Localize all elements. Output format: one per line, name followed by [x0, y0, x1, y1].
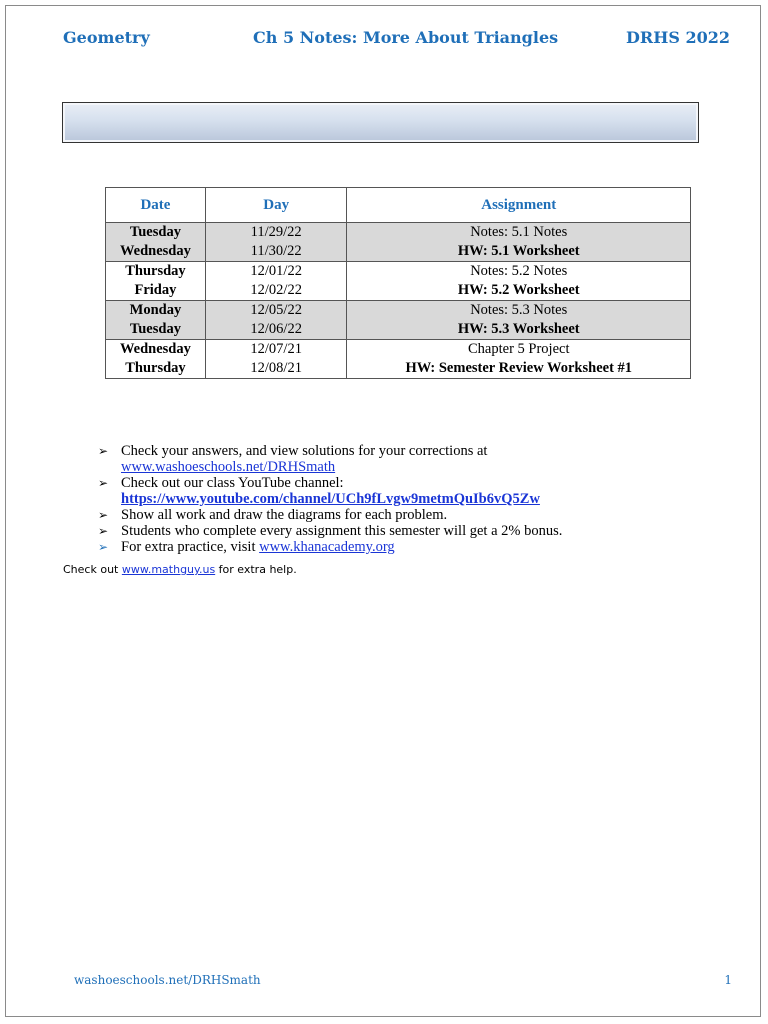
footer-website: washoeschools.net/DRHSmath — [74, 973, 261, 987]
link-mathguy[interactable]: www.mathguy.us — [121, 563, 216, 576]
cell-assignment: HW: Semester Review Worksheet #1 — [347, 359, 691, 379]
cell-assignment: HW: 5.2 Worksheet — [347, 281, 691, 301]
link-khanacademy[interactable]: www.khanacademy.org — [259, 539, 395, 555]
table-row — [106, 223, 691, 243]
page-footer — [74, 973, 732, 987]
bullet-text-bonus: Students who complete every assignment this semester will get a 2% bonus. — [121, 523, 563, 539]
cell-date: 12/06/22 — [205, 320, 347, 340]
table-row — [106, 281, 691, 301]
cell-assignment: HW: 5.3 Worksheet — [347, 320, 691, 340]
table-row — [106, 340, 691, 360]
cell-assignment: HW: 5.1 Worksheet — [347, 242, 691, 262]
cell-date: 11/29/22 — [205, 223, 347, 243]
bullet-text-youtube: Check out our class YouTube channel: — [121, 475, 344, 491]
arrow-bullet-icon: ➢ — [98, 444, 109, 458]
cell-day: Monday — [106, 301, 206, 321]
list-item — [98, 507, 738, 523]
list-item — [98, 475, 738, 507]
link-washoeschools[interactable]: www.washoeschools.net/DRHSmath — [121, 459, 336, 475]
cell-date: 12/07/21 — [205, 340, 347, 360]
arrow-bullet-icon: ➢ — [98, 476, 109, 490]
arrow-bullet-icon: ➢ — [98, 540, 109, 554]
cell-assignment: Notes: 5.2 Notes — [347, 262, 691, 282]
extra-help-suffix: for extra help. — [215, 563, 297, 576]
bullet-list — [98, 443, 738, 555]
link-youtube-channel[interactable]: https://www.youtube.com/channel/UCh9fLvgw9metmQuIb6vQ5Zw — [121, 491, 540, 507]
cell-day: Wednesday — [106, 340, 206, 360]
table-row — [106, 320, 691, 340]
table-row — [106, 359, 691, 379]
arrow-bullet-icon: ➢ — [98, 524, 109, 538]
header-course: Geometry — [63, 28, 150, 47]
bullet-text-show-work: Show all work and draw the diagrams for each problem. — [121, 507, 448, 523]
extra-help-line — [63, 563, 297, 576]
list-item — [98, 539, 738, 555]
cell-assignment: Notes: 5.1 Notes — [347, 223, 691, 243]
title-banner — [62, 102, 699, 143]
cell-day: Friday — [106, 281, 206, 301]
bullet-text-answers: Check your answers, and view solutions for your corrections at — [121, 443, 488, 459]
table-header-row — [106, 188, 691, 223]
list-item — [98, 523, 738, 539]
cell-date: 11/30/22 — [205, 242, 347, 262]
page-number: 1 — [724, 973, 732, 987]
header-school-year: DRHS 2022 — [626, 28, 730, 47]
cell-date: 12/01/22 — [205, 262, 347, 282]
arrow-bullet-icon: ➢ — [98, 508, 109, 522]
cell-day: Thursday — [106, 262, 206, 282]
extra-help-prefix: Check out — [63, 563, 122, 576]
bullet-text-practice: For extra practice, visit — [121, 539, 260, 555]
cell-assignment: Notes: 5.3 Notes — [347, 301, 691, 321]
list-item — [98, 443, 738, 475]
header-chapter-title: Ch 5 Notes: More About Triangles — [253, 28, 559, 47]
table-row — [106, 301, 691, 321]
column-header-assignment: Assignment — [347, 188, 691, 223]
cell-date: 12/08/21 — [205, 359, 347, 379]
table-row — [106, 242, 691, 262]
cell-assignment: Chapter 5 Project — [347, 340, 691, 360]
cell-day: Wednesday — [106, 242, 206, 262]
cell-day: Tuesday — [106, 223, 206, 243]
assignment-table — [105, 187, 691, 379]
cell-date: 12/02/22 — [205, 281, 347, 301]
cell-date: 12/05/22 — [205, 301, 347, 321]
table-row — [106, 262, 691, 282]
cell-day: Tuesday — [106, 320, 206, 340]
page-header — [63, 28, 733, 50]
cell-day: Thursday — [106, 359, 206, 379]
column-header-date: Date — [106, 188, 206, 223]
column-header-day: Day — [205, 188, 347, 223]
